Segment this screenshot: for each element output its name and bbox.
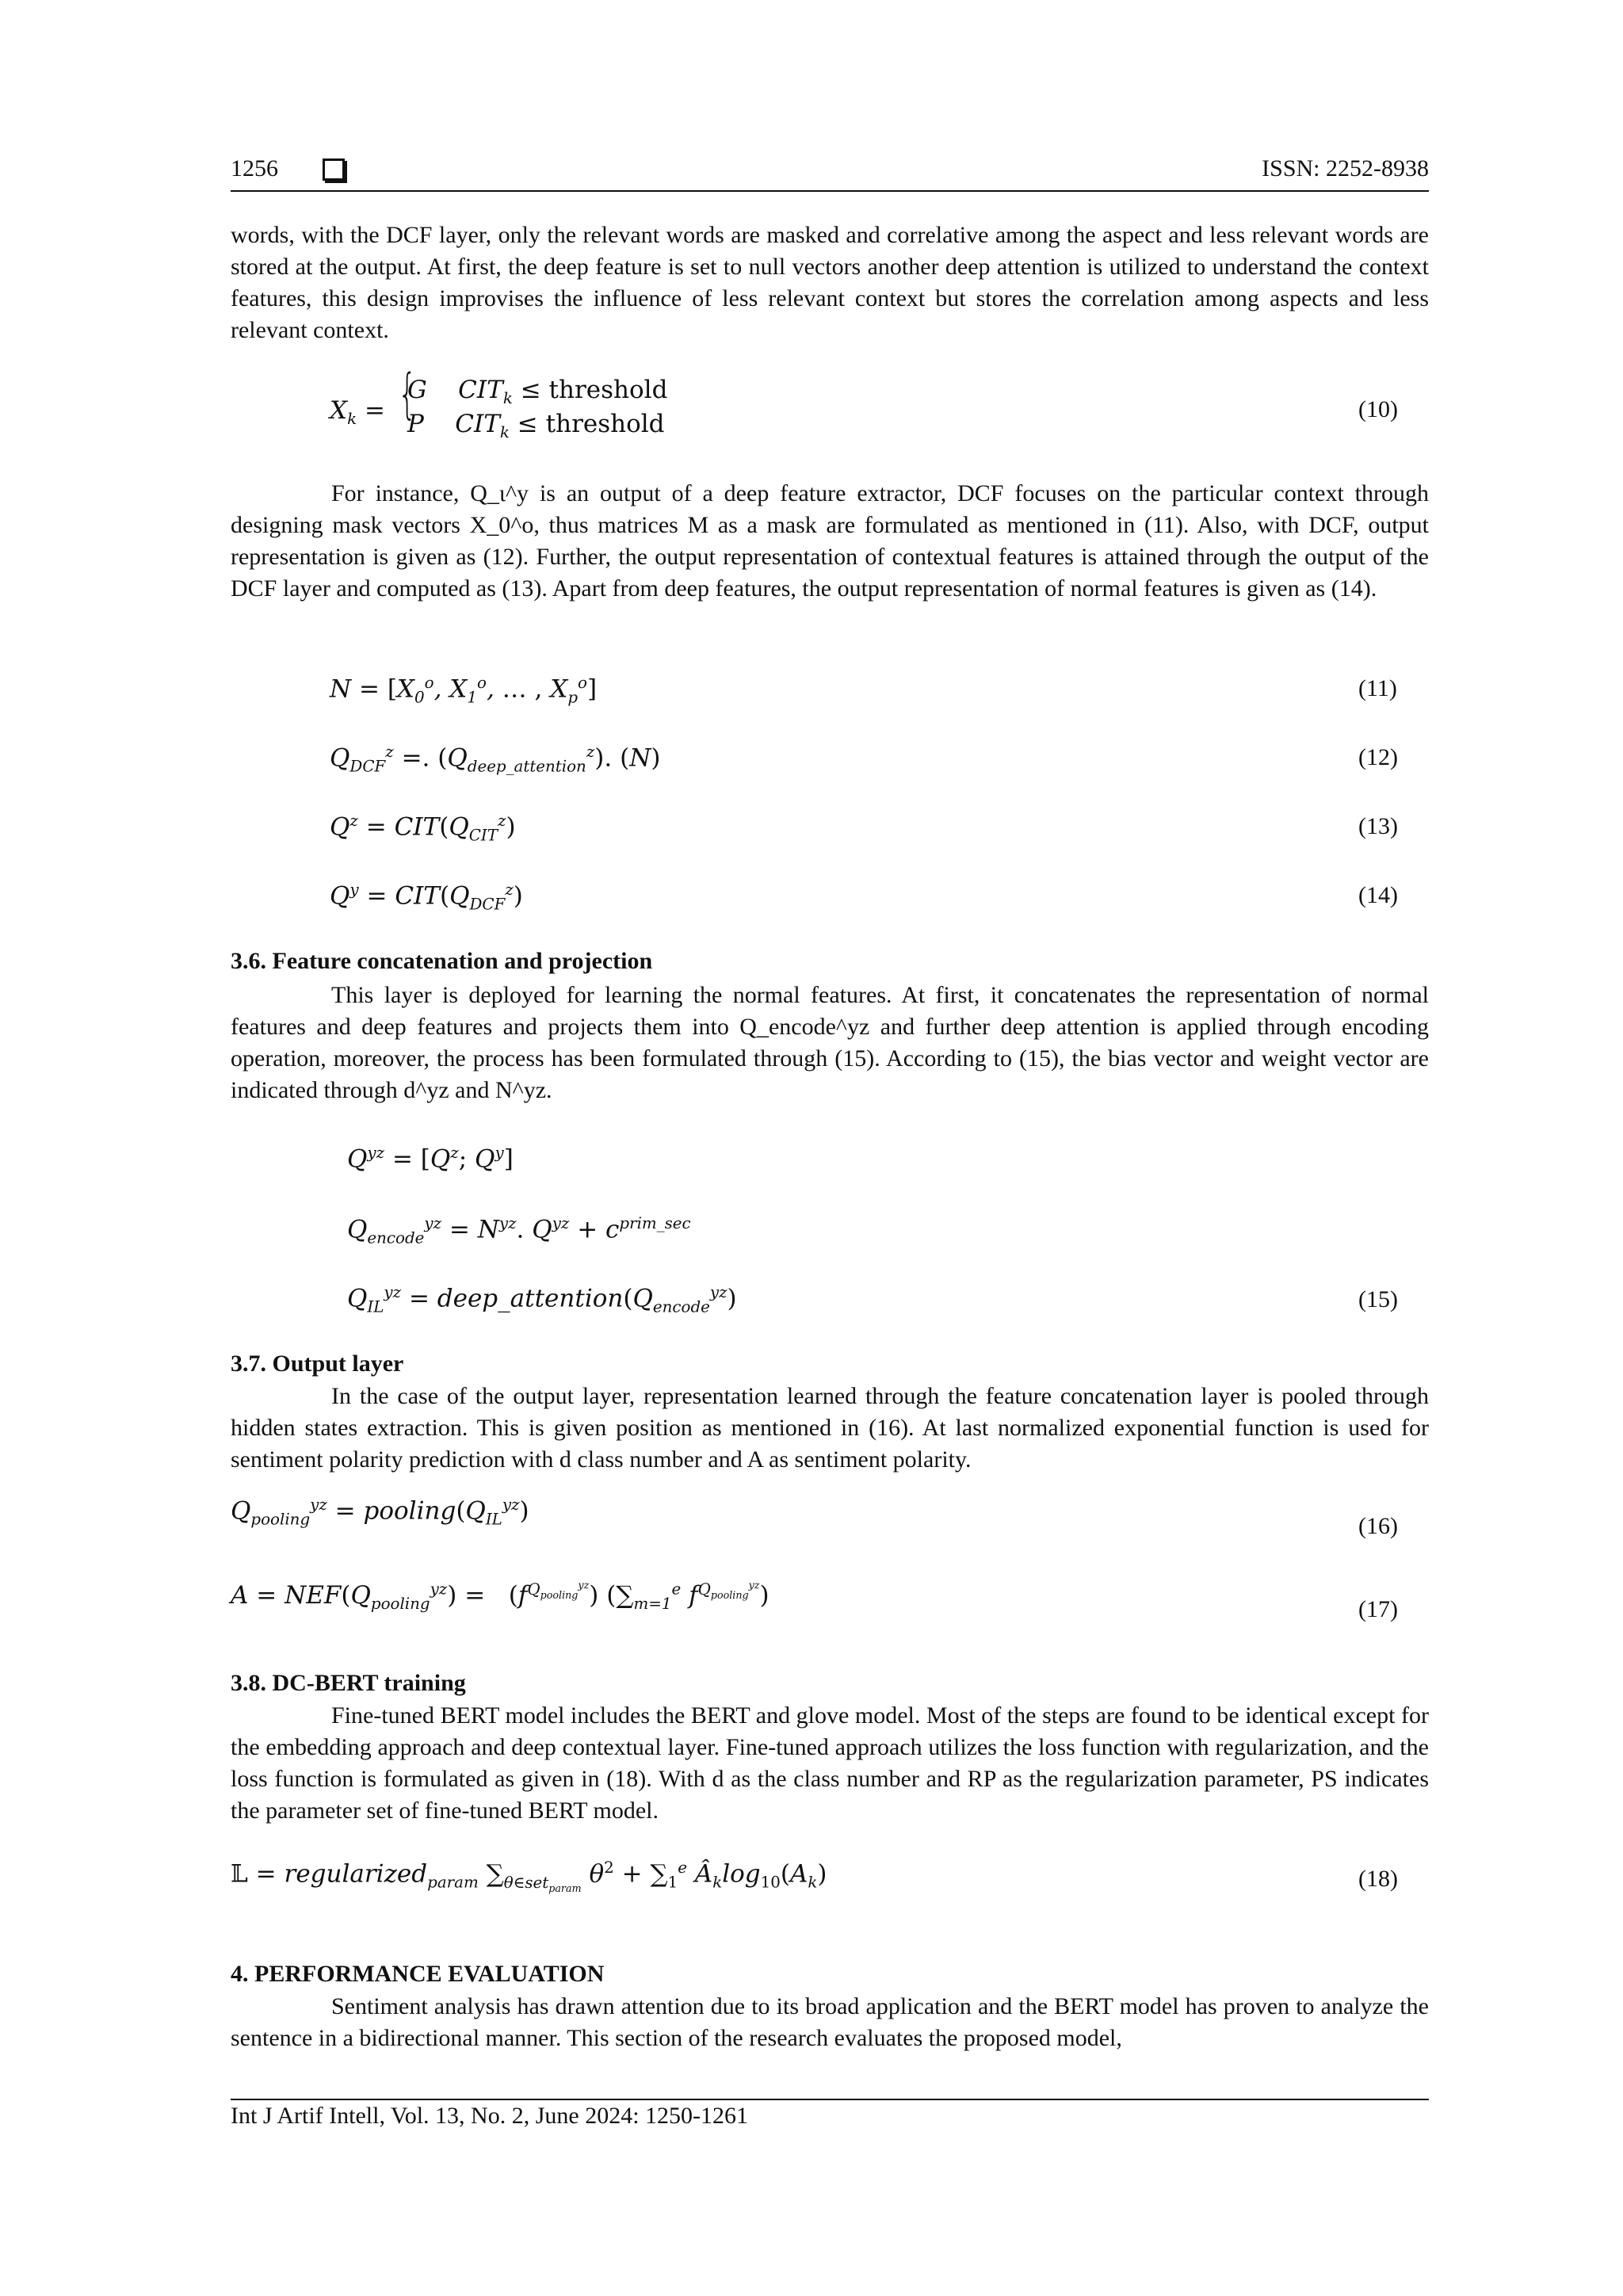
header-rule (231, 190, 1429, 192)
paragraph-concatenation: This layer is deployed for learning the normal features. At first, it concatenates the representation of normal features and deep features and projects them into Q_encode^yz and further deep attention is applied through encoding operation, moreover, the process has been formulated through (15). According to (15), the bias vector and weight vector are indicated through d^yz and N^yz. (231, 982, 1429, 1103)
paragraph-performance: Sentiment analysis has drawn attention due to its broad application and the BERT model has proven to analyze the sentence in a bidirectional manner. This section of the research evaluates the proposed model, (231, 1993, 1429, 2051)
paragraph-dcf-intro: words, with the DCF layer, only the relevant words are masked and correlative among the aspect and less relevant words are stored at the output. At first, the deep feature is set to null vectors another deep attention is utilized to understand the context features, this design improvises the influence of less relevant context but stores the correlation among aspects and less relevant context. (231, 222, 1429, 343)
paragraph-dcf-mask: For instance, Q_ι^y is an output of a deep feature extractor, DCF focuses on the particular context through designing mask vectors X_0^o, thus matrices M as a mask are formulated as mentioned in (11). Also, with DCF, output representation is given as (12). Further, the output representation of contextual features is attained through the output of the DCF layer and computed as (13). Apart from deep features, the output representation of normal features is given as (14). (231, 480, 1429, 602)
footer-rule (231, 2099, 1429, 2100)
equation-number: (18) (1358, 1866, 1398, 1892)
equation-15-line-1: $Q^{yz} = [Q^z$; $Q^y$] (347, 1144, 514, 1174)
equation-12: $Q_{DCF}^z$ =. $(Q_{deep\_attention}^z)$. (N) (330, 743, 661, 776)
equation-number: (12) (1358, 744, 1398, 770)
threshold-label: threshold (548, 376, 668, 404)
threshold-label: threshold (545, 410, 665, 438)
equation-number: (14) (1358, 882, 1398, 908)
equation-10: $X_k$ = { G $CIT_k$ ≤ threshold P $CIT_k$ ≤ threshold (330, 363, 668, 442)
equation-number: (11) (1358, 675, 1397, 701)
checkbox-square-icon (323, 159, 345, 181)
equation-number: (15) (1358, 1286, 1398, 1312)
equation-15-line-2: $Q_{encode}^{yz} = N^{yz}$. $Q^{yz} + c^{prim\_sec}$ (347, 1214, 691, 1247)
equation-17: $A = NEF(Q_{pooling}^{yz}) = (f^{Q_{pooling}^{yz}})$ ($\sum_{m=1}^e$ $f^{Q_{pooling}^{yz}}$) (231, 1579, 769, 1614)
section-heading-3-6: 3.6. Feature concatenation and projection (231, 948, 653, 974)
section-heading-3-8: 3.8. DC-BERT training (231, 1670, 466, 1696)
equation-number: (13) (1358, 813, 1398, 839)
page-header (231, 155, 1429, 190)
paragraph-output-layer: In the case of the output layer, representation learned through the feature concatenation layer is pooled through hidden states extraction. This is given position as mentioned in (16). At last normalized exponential function is used for sentiment polarity prediction with d class number and A as sentiment polarity. (231, 1383, 1429, 1473)
equation-number: (16) (1358, 1513, 1398, 1539)
section-heading-4: 4. PERFORMANCE EVALUATION (231, 1961, 605, 1987)
page-number: 1256 (231, 155, 278, 181)
equation-13: $Q^z = CIT(Q_{CIT}^z)$ (330, 812, 516, 845)
equation-18: 𝕃 = regularized$_{param}$ $\sum_{\theta\in set_{param}}$ $\theta^2 + \sum_1^e$ $Â_k\log_{10}(A_k)$ (231, 1859, 827, 1894)
equation-16: $Q_{pooling}^{yz}$ = $pooling(Q_{IL}^{yz})$ (231, 1496, 529, 1529)
equation-11: $N = [X_0^o$, $X_1^o$, … , $X_p^o$] (330, 674, 598, 707)
equation-14: $Q^y = CIT(Q_{DCF}^z)$ (330, 881, 523, 914)
journal-footer: Int J Artif Intell, Vol. 13, No. 2, June 2024: 1250-1261 (231, 2103, 749, 2129)
section-heading-3-7: 3.7. Output layer (231, 1350, 404, 1377)
paragraph-training: Fine-tuned BERT model includes the BERT and glove model. Most of the steps are found to be identical except for the embedding approach and deep contextual layer. Fine-tuned approach utilizes the loss function with regularization, and the loss function is formulated as given in (18). With d as the class number and RP as the regularization parameter, PS indicates the parameter set of fine-tuned BERT model. (231, 1702, 1429, 1824)
equation-number: (10) (1358, 396, 1398, 422)
issn: ISSN: 2252-8938 (1262, 155, 1429, 181)
equation-number: (17) (1358, 1596, 1398, 1622)
equation-15-line-3: $Q_{IL}^{yz}$ = $deep\_attention(Q_{encode}^{yz})$ (347, 1283, 737, 1316)
